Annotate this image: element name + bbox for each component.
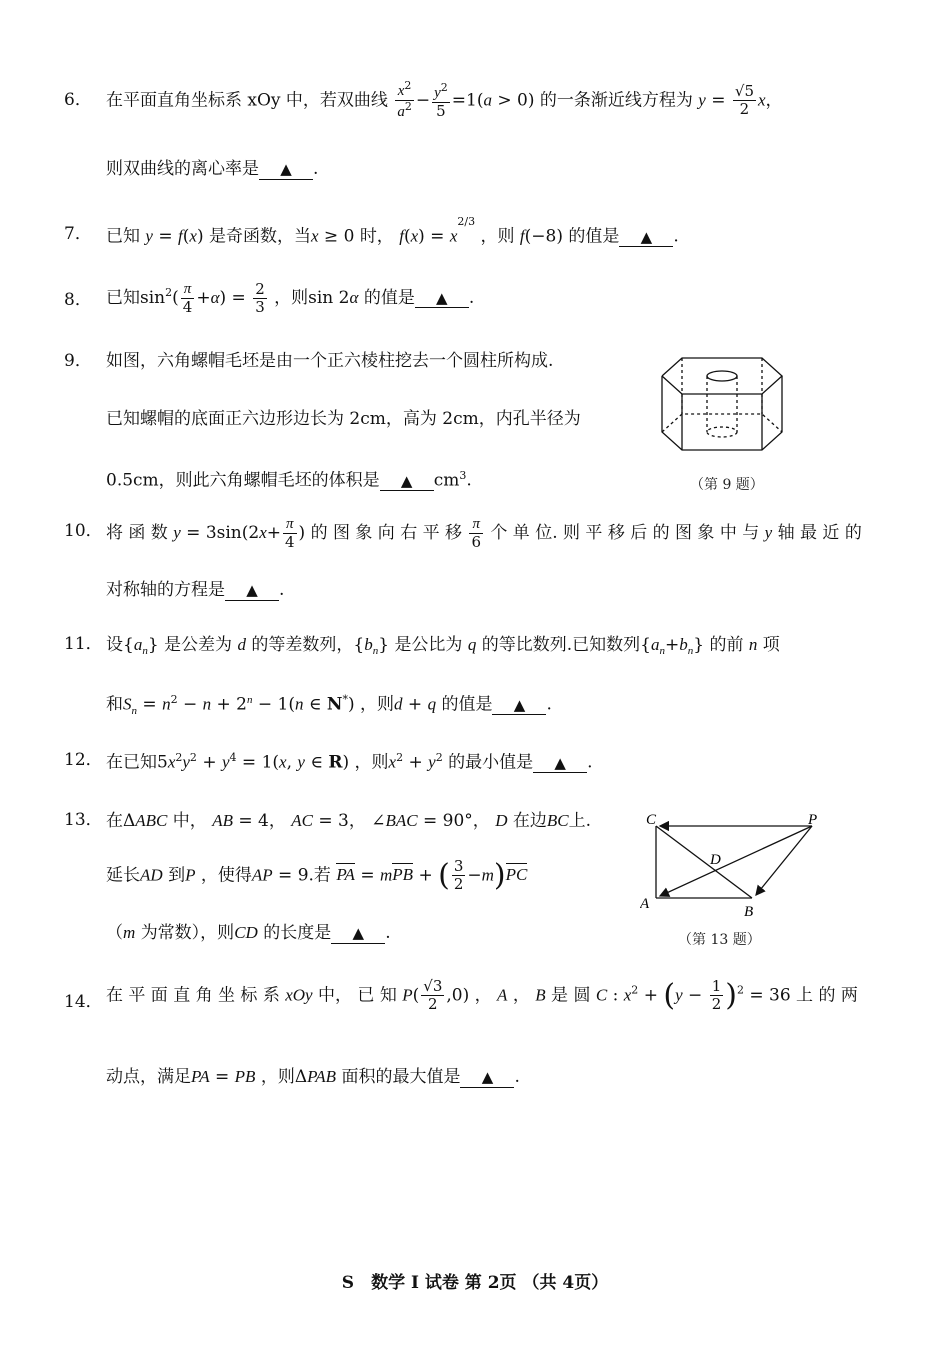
question-text: 设$\{a_n\}$ 是公差为 d 的等差数列，$\{b_n\}$ 是公比为 q 的等比数列.已知数列$\{a_n+b_n\}$ 的前 n 项 [106,635,780,658]
answer-blank: ▲ [415,289,469,309]
label-c: C [646,812,657,828]
question-text-line2: 对称轴的方程是 ▲ . [106,580,285,600]
question-text-line1: 如图，六角螺帽毛坯是由一个正六棱柱挖去一个圆柱所构成. [106,351,554,371]
answer-blank: ▲ [380,472,434,492]
answer-blank: ▲ [331,924,385,944]
question-number: 10． [64,521,103,541]
label-p: P [808,812,818,828]
question-number: 11． [64,634,103,654]
question-text: 在已知$5x^2y^2 + y^4 = 1(x$, y ∈ R) ，则$x^2 + y^2$ 的最小值是 ▲ . [106,751,593,773]
triangle-vector-figure [640,812,830,924]
label-a: A [640,896,650,912]
question-number: 7． [64,224,92,244]
question-number: 6． [64,90,92,110]
answer-blank: ▲ [619,228,673,248]
figure-9-caption: （第 9 题） [690,477,764,493]
answer-blank: ▲ [460,1068,514,1088]
question-text-line2: 动点，满足PA = PB ，则ΔPAB 面积的最大值是 ▲ . [106,1067,520,1087]
question-text-line2: 延长AD 到P ，使得AP = 9.若 PA = mPB + ( $\frac{3}{2}$ −m)PC [106,857,528,894]
question-text: 将 函 数 y = 3sin(2x+ $\frac{\pi}{4}$ ) 的 图 象 向 右 平 移 $\frac{\pi}{6}$ 个 单 位. 则 平 移 后 的 图 象 中 与 y 轴 最 近 的 [106,516,862,552]
question-text: 在平面直角坐标系 xOy 中，若双曲线 $\frac{x^2}{a^2}$ − $\frac{y^2}{5}$ =1(a > 0) 的一条渐近线方程为 y = $\frac{√5}{2}$ x， [106,79,783,121]
answer-blank: ▲ [533,754,587,774]
question-text-line2: 和$S_n = n^2 - n + 2^n - 1(n$ ∈ N*) ，则d + q 的值是 ▲ . [106,693,552,718]
label-d: D [710,852,721,868]
answer-blank: ▲ [492,696,546,716]
question-number: 13． [64,810,103,830]
question-text: 已知 y = f(x) 是奇函数，当x ≥ 0 时， $f(x) = x^{2/3}$ ，则 f(−8) 的值是 ▲ . [106,215,679,247]
question-text-line3: （m 为常数），则CD 的长度是 ▲ . [106,923,391,943]
answer-blank: ▲ [225,581,279,601]
question-number: 14． [64,992,103,1012]
question-number: 12． [64,750,103,770]
question-text: 在 平 面 直 角 坐 标 系 xOy 中， 已 知 P( $\frac{√3}{2}$ ,0) ， A ， B 是 圆 C : $x^2 + (y$ − $\frac{1}{2}$ )$^2$ = 36 上 的 两 [106,977,858,1014]
hexagonal-nut-figure [660,352,784,460]
question-text: 已知$\sin^2$( $\frac{\pi}{4}$ +α) = $\frac{2}{3}$ ，则sin 2α 的值是 ▲ . [106,279,475,317]
question-number: 8． [64,290,92,310]
question-text-line2: 则双曲线的离心率是 ▲ . [106,159,319,179]
question-number: 9． [64,351,92,371]
label-b: B [744,904,754,920]
figure-13-caption: （第 13 题） [678,932,761,948]
question-text: 在ΔABC 中， AB = 4， AC = 3， ∠BAC = 90°， D 在边BC上. [106,811,592,831]
question-text-line3: 0.5cm，则此六角螺帽毛坯的体积是 ▲ $cm^3$. [106,469,472,491]
page-footer: S 数学 I 试卷 第 2页 （共 4页） [341,1273,609,1293]
answer-blank: ▲ [259,160,313,180]
question-text-line2: 已知螺帽的底面正六边形边长为 2cm，高为 2cm，内孔半径为 [106,409,581,429]
